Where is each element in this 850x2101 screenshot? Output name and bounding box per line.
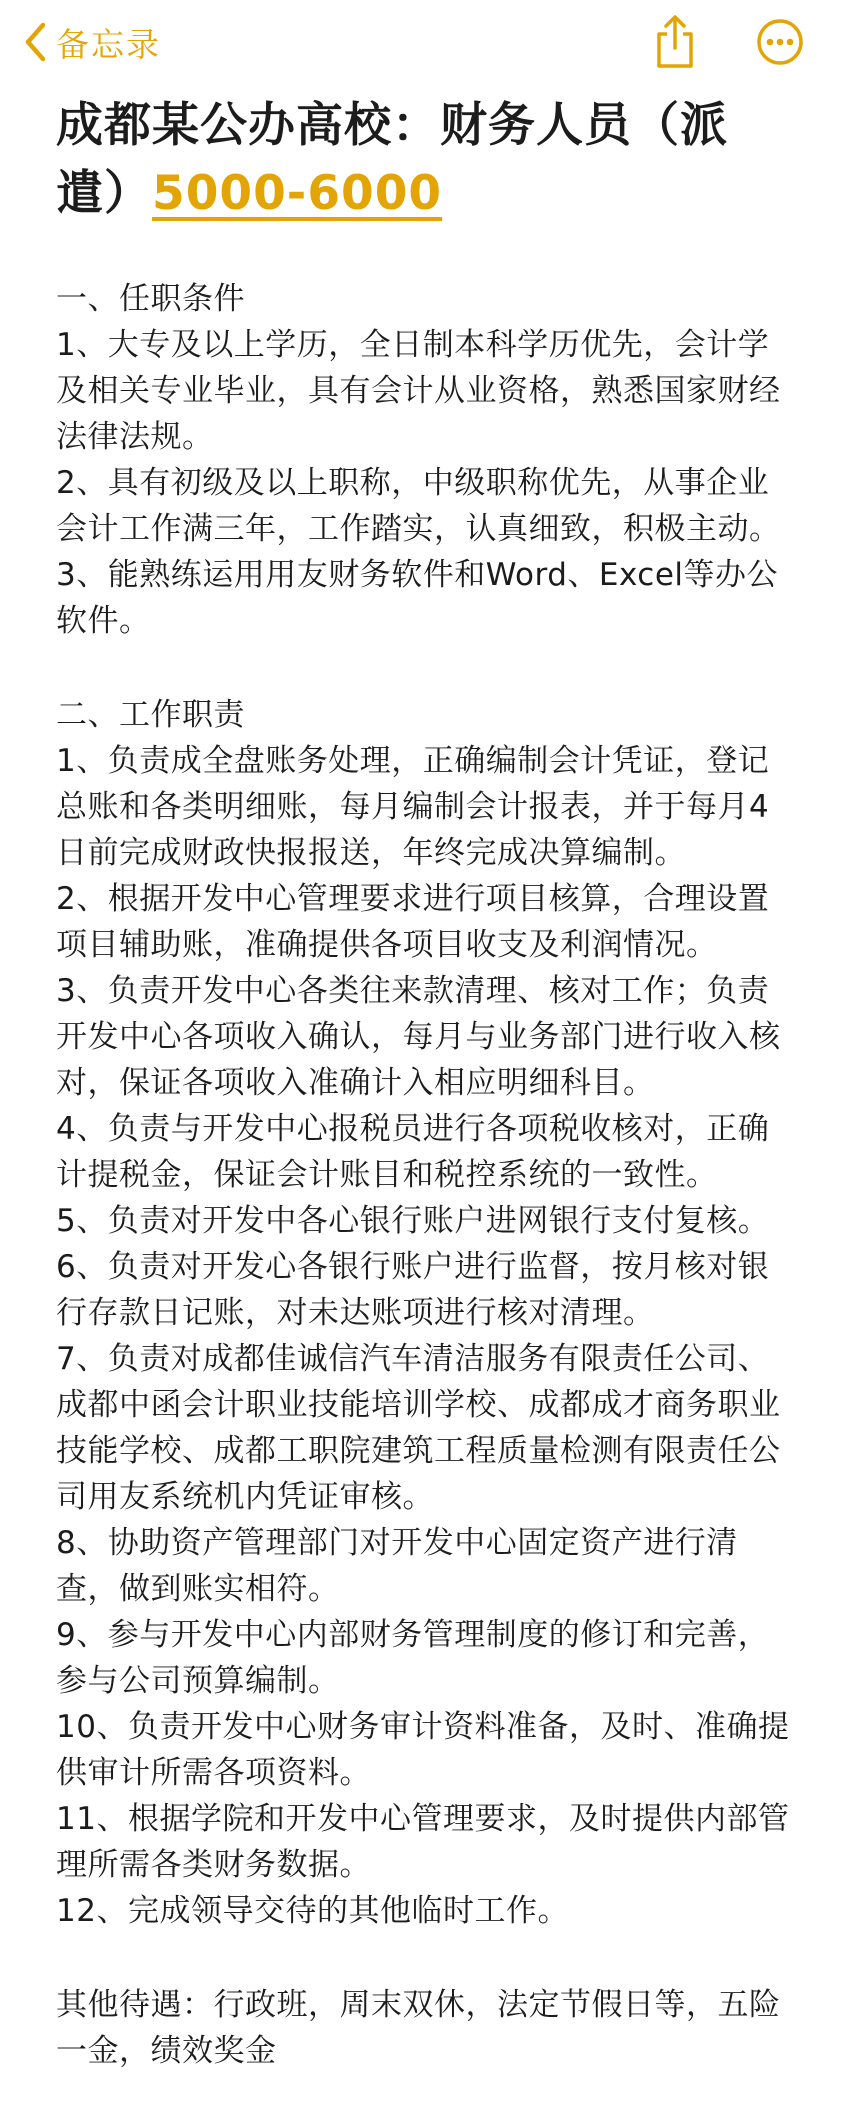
note-content[interactable] — [56, 92, 796, 2074]
list-item: 6、负责对开发心各银行账户进行监督，按月核对银行存款日记账，对未达账项进行核对清理。 — [56, 1249, 770, 1331]
list-item: 7、负责对成都佳诚信汽车清洁服务有限责任公司、成都中函会计职业技能培训学校、成都成才商务职业技能学校、成都工职院建筑工程质量检测有限责任公司用友系统机内凭证审核。 — [56, 1341, 781, 1515]
list-item: 9、参与开发中心内部财务管理制度的修订和完善，参与公司预算编制。 — [56, 1617, 770, 1699]
list-item: 10、负责开发中心财务审计资料准备，及时、准确提供审计所需各项资料。 — [56, 1709, 790, 1791]
title-text: 成都某公办高校：财务人员（派遣） — [56, 98, 728, 221]
list-item: 2、根据开发中心管理要求进行项目核算，合理设置项目辅助账，准确提供各项目收支及利润情况。 — [56, 881, 770, 963]
more-options-button[interactable] — [756, 18, 806, 74]
more-icon — [756, 18, 804, 66]
note-title — [56, 92, 796, 228]
list-item: 12、完成领导交待的其他临时工作。 — [56, 1893, 569, 1929]
salary-link[interactable]: 5000-6000 — [152, 166, 443, 221]
navigation-bar — [0, 0, 850, 90]
list-item: 3、负责开发中心各类往来款清理、核对工作；负责开发中心各项收入确认，每月与业务部门进行收入核对，保证各项收入准确计入相应明细科目。 — [56, 973, 781, 1101]
back-button[interactable] — [24, 18, 161, 66]
duties-section — [56, 692, 796, 1934]
section-heading: 一、任职条件 — [56, 281, 245, 317]
section-heading: 二、工作职责 — [56, 697, 245, 733]
share-button[interactable] — [650, 14, 700, 70]
back-label: 备忘录 — [56, 24, 161, 64]
list-item: 3、能熟练运用用友财务软件和Word、Excel等办公软件。 — [56, 557, 779, 639]
list-item: 11、根据学院和开发中心管理要求，及时提供内部管理所需各类财务数据。 — [56, 1801, 790, 1883]
share-icon — [650, 14, 700, 70]
benefits-text: 其他待遇：行政班，周末双休，法定节假日等，五险一金，绩效奖金 — [56, 1987, 781, 2069]
chevron-left-icon — [24, 22, 46, 62]
list-item: 8、协助资产管理部门对开发中心固定资产进行清查，做到账实相符。 — [56, 1525, 738, 1607]
benefits-section — [56, 1982, 796, 2074]
requirements-section — [56, 276, 796, 644]
list-item: 1、大专及以上学历，全日制本科学历优先，会计学及相关专业毕业，具有会计从业资格，熟悉国家财经法律法规。 — [56, 327, 781, 455]
list-item: 5、负责对开发中各心银行账户进网银行支付复核。 — [56, 1203, 770, 1239]
list-item: 4、负责与开发中心报税员进行各项税收核对，正确计提税金，保证会计账目和税控系统的一致性。 — [56, 1111, 770, 1193]
list-item: 2、具有初级及以上职称，中级职称优先，从事企业会计工作满三年，工作踏实，认真细致，积极主动。 — [56, 465, 781, 547]
list-item: 1、负责成全盘账务处理，正确编制会计凭证，登记总账和各类明细账，每月编制会计报表，并于每月4日前完成财政快报报送，年终完成决算编制。 — [56, 743, 770, 871]
